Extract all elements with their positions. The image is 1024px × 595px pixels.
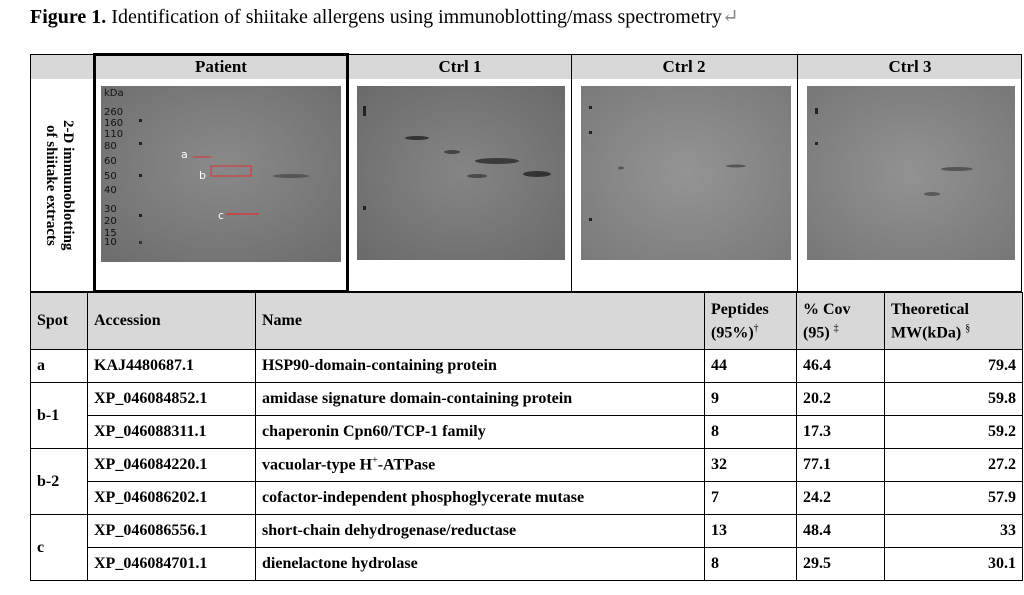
divider — [797, 79, 798, 291]
table-row — [31, 449, 1023, 482]
header-mw-sub: MW(kDa) — [891, 324, 962, 342]
kda-marker: 40 — [104, 185, 117, 196]
side-label-text: 2-D immunoblotting of shiitake extracts — [43, 120, 76, 251]
cell-cov: 17.3 — [797, 416, 885, 449]
kda-marker: 110 — [104, 129, 124, 140]
header-mw-text: Theoretical — [891, 300, 969, 318]
cell-peptides: 13 — [705, 515, 797, 548]
header-accession: Accession — [88, 293, 256, 350]
cell-cov: 48.4 — [797, 515, 885, 548]
header-peptides-text: Peptides — [711, 300, 769, 318]
header-peptides-mark: † — [753, 322, 759, 334]
header-mw-mark: § — [965, 322, 971, 334]
cell-accession: XP_046084220.1 — [88, 449, 256, 482]
blot-ctrl1-svg — [357, 86, 565, 260]
cell-cov: 46.4 — [797, 350, 885, 383]
cell-spot: b-2 — [31, 449, 88, 515]
cell-name-superscript: + — [372, 455, 378, 467]
header-name: Name — [256, 293, 705, 350]
cell-cov: 29.5 — [797, 548, 885, 581]
blot-image-ctrl2 — [581, 86, 791, 260]
cell-accession: XP_046086202.1 — [88, 482, 256, 515]
blot-patient-svg — [101, 86, 341, 262]
header-mw — [885, 293, 1023, 350]
kda-marker: 50 — [104, 171, 117, 182]
cell-peptides: 8 — [705, 548, 797, 581]
header-peptides — [705, 293, 797, 350]
cell-accession: XP_046086556.1 — [88, 515, 256, 548]
column-header-ctrl2: Ctrl 2 — [662, 57, 706, 76]
blot-ctrl2-svg — [581, 86, 791, 260]
divider — [797, 55, 798, 81]
side-label — [33, 81, 85, 290]
cell-mw: 79.4 — [885, 350, 1023, 383]
cell-name-part: -ATPase — [377, 456, 436, 474]
cell-mw: 30.1 — [885, 548, 1023, 581]
header-spot: Spot — [31, 293, 88, 350]
divider — [571, 55, 572, 81]
cell-accession: XP_046088311.1 — [88, 416, 256, 449]
blot-row — [30, 79, 1022, 292]
table-row — [31, 350, 1023, 383]
table-row — [31, 548, 1023, 581]
spot-label-b: b — [199, 169, 206, 182]
cell-mw: 57.9 — [885, 482, 1023, 515]
kda-marker: 10 — [104, 237, 117, 248]
figure-caption — [30, 4, 739, 29]
table-row — [31, 383, 1023, 416]
spot-label-c: c — [218, 209, 225, 222]
column-header-ctrl3: Ctrl 3 — [888, 57, 932, 76]
kda-marker: 260 — [104, 107, 124, 118]
table-row — [31, 482, 1023, 515]
divider — [571, 79, 572, 291]
cell-mw: 27.2 — [885, 449, 1023, 482]
header-cov — [797, 293, 885, 350]
header-peptides-sub: (95%) — [711, 324, 754, 342]
kda-marker: 15 — [104, 228, 117, 239]
cell-peptides: 44 — [705, 350, 797, 383]
blot-ctrl3-svg — [807, 86, 1015, 260]
kda-marker: 20 — [104, 216, 117, 227]
cell-spot: c — [31, 515, 88, 581]
spot-label-a: a — [181, 148, 188, 161]
cell-accession: XP_046084852.1 — [88, 383, 256, 416]
return-mark-icon: ↵ — [721, 6, 739, 28]
cell-name: short-chain dehydrogenase/reductase — [256, 515, 705, 548]
table-header-row — [31, 293, 1023, 350]
blot-header — [30, 54, 1022, 80]
cell-spot: b-1 — [31, 383, 88, 449]
cell-name: dienelactone hydrolase — [256, 548, 705, 581]
blot-image-patient — [101, 86, 341, 262]
cell-peptides: 8 — [705, 416, 797, 449]
blot-image-ctrl3 — [807, 86, 1015, 260]
kda-marker: 60 — [104, 156, 117, 167]
cell-mw: 59.8 — [885, 383, 1023, 416]
cell-name: amidase signature domain-containing protein — [256, 383, 705, 416]
cell-accession: KAJ4480687.1 — [88, 350, 256, 383]
column-header-ctrl1: Ctrl 1 — [438, 57, 482, 76]
cell-peptides: 32 — [705, 449, 797, 482]
header-cov-sub: (95) — [803, 324, 830, 342]
header-cov-text: % Cov — [803, 300, 851, 318]
kda-marker: 30 — [104, 204, 117, 215]
kda-marker: 160 — [104, 118, 124, 129]
cell-mw: 59.2 — [885, 416, 1023, 449]
kda-title: kDa — [104, 88, 124, 99]
cell-peptides: 7 — [705, 482, 797, 515]
table-row — [31, 416, 1023, 449]
cell-name: cofactor-independent phosphoglycerate mutase — [256, 482, 705, 515]
kda-marker: 80 — [104, 141, 117, 152]
cell-mw: 33 — [885, 515, 1023, 548]
cell-cov: 77.1 — [797, 449, 885, 482]
blot-image-ctrl1 — [357, 86, 565, 260]
blot-panel — [30, 54, 1022, 292]
cell-cov: 20.2 — [797, 383, 885, 416]
cell-accession: XP_046084701.1 — [88, 548, 256, 581]
results-table — [30, 292, 1023, 581]
cell-spot: a — [31, 350, 88, 383]
table-row — [31, 515, 1023, 548]
header-cov-mark: ‡ — [833, 322, 839, 334]
cell-name: chaperonin Cpn60/TCP-1 family — [256, 416, 705, 449]
cell-name — [256, 449, 705, 482]
cell-name: HSP90-domain-containing protein — [256, 350, 705, 383]
cell-cov: 24.2 — [797, 482, 885, 515]
cell-peptides: 9 — [705, 383, 797, 416]
cell-name-part: vacuolar-type H — [262, 456, 373, 474]
column-header-patient: Patient — [195, 57, 247, 76]
figure-label: Figure 1. — [30, 6, 107, 28]
figure-title: Identification of shiitake allergens using immunoblotting/mass spectrometry — [111, 6, 722, 28]
